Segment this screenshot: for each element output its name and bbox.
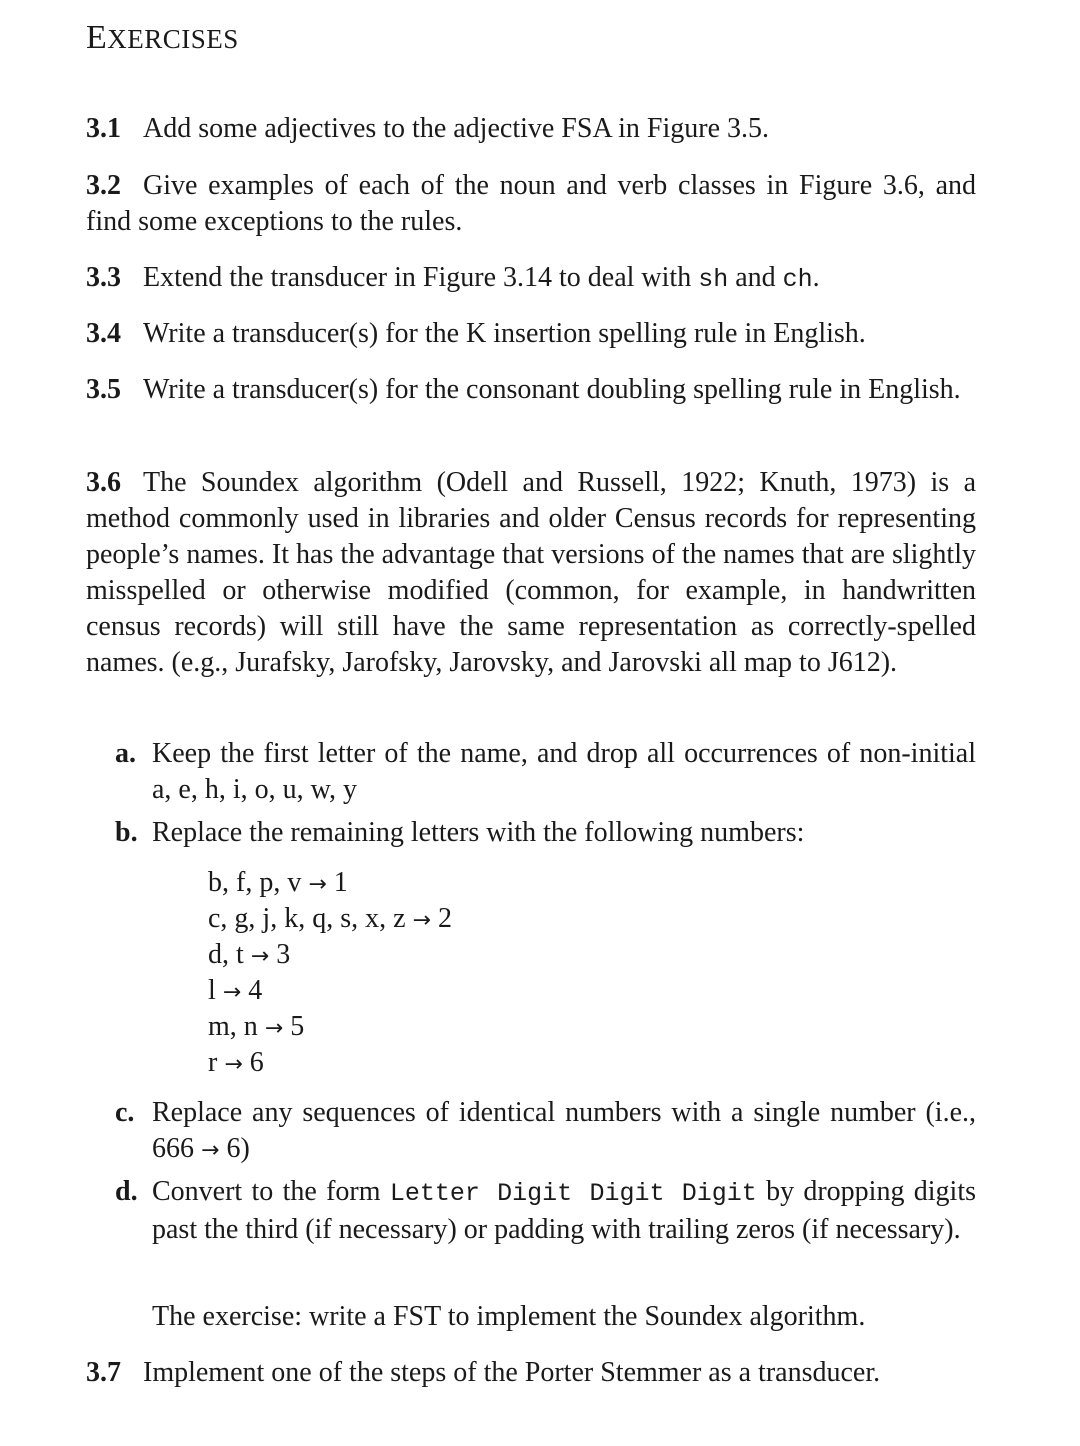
mapping-row — [208, 1009, 304, 1047]
step-d — [115, 1174, 976, 1248]
mapping-digit: 3 — [276, 939, 291, 970]
exercise-text: Write a transducer(s) for the K insertion spelling rule in English. — [143, 318, 866, 349]
step-a — [115, 736, 976, 808]
step-b — [115, 815, 976, 851]
mapping-row — [208, 937, 290, 975]
exercise-3-4 — [86, 316, 976, 352]
mapping-digit: 2 — [437, 903, 452, 934]
step-text: Replace the remaining letters with the following numbers: — [152, 817, 805, 848]
step-label: b. — [115, 817, 138, 848]
mapping-letters: b, f, p, v — [208, 867, 302, 898]
exercise-text: Implement one of the steps of the Porter Stemmer as a transducer. — [143, 1357, 881, 1388]
mapping-row — [208, 901, 452, 939]
mapping-digit: 1 — [333, 867, 348, 898]
step-label: c. — [115, 1097, 135, 1128]
mapping-row — [208, 865, 348, 903]
code-sh: sh — [698, 265, 729, 294]
exercise-text: and — [728, 262, 783, 293]
heading-first-letter: E — [86, 19, 108, 56]
step-text: Replace any sequences of identical numbers with a single number (i.e., 666 — [152, 1097, 976, 1164]
mapping-letters: d, t — [208, 939, 244, 970]
exercise-number: 3.7 — [86, 1357, 121, 1388]
exercise-number: 3.1 — [86, 113, 121, 144]
arrow-icon: → — [308, 872, 327, 897]
exercise-3-5 — [86, 372, 976, 408]
mapping-row — [208, 973, 262, 1011]
mapping-letters: l — [208, 975, 216, 1006]
mapping-digit: 6 — [249, 1047, 264, 1078]
exercise-3-6 — [86, 465, 976, 681]
exercise-number: 3.2 — [86, 170, 121, 201]
step-text: by dropping digits past the third (if necessary) or padding with trailing zeros (if necessary). — [152, 1176, 976, 1245]
mapping-letters: c, g, j, k, q, s, x, z — [208, 903, 406, 934]
exercise-number: 3.4 — [86, 318, 121, 349]
step-label: a. — [115, 738, 136, 769]
exercise-text: The Soundex algorithm (Odell and Russell, 1922; Knuth, 1973) is a method commonly used in libraries and older Census records for representing people’s names. It has the advantage that versions of the names that are slightly misspelled or otherwise modified (common, for example, in handwritten census records) will still have the same representation as correctly-spelled names. (e.g., Jurafsky, Jarofsky, Jarovsky, and Jarovski all map to J612). — [86, 467, 976, 678]
section-heading — [86, 18, 239, 59]
mapping-letters: r — [208, 1047, 218, 1078]
exercise-number: 3.5 — [86, 374, 121, 405]
code-format: Letter Digit Digit Digit — [389, 1179, 757, 1208]
exercise-text: . — [812, 262, 820, 293]
exercise-text: Write a transducer(s) for the consonant doubling spelling rule in English. — [143, 374, 961, 405]
step-c — [115, 1095, 976, 1169]
step-label: d. — [115, 1176, 138, 1207]
step-text: 6) — [219, 1133, 250, 1164]
exercise-text: Give examples of each of the noun and verb classes in Figure 3.6, and find some exceptions to the rules. — [86, 170, 976, 237]
arrow-icon: → — [264, 1016, 284, 1041]
arrow-icon: → — [250, 944, 270, 969]
mapping-digit: 4 — [248, 975, 263, 1006]
mapping-digit: 5 — [290, 1011, 305, 1042]
exercise-text: Add some adjectives to the adjective FSA in Figure 3.5. — [143, 113, 770, 144]
arrow-icon: → — [224, 1052, 243, 1077]
code-ch: ch — [782, 265, 813, 294]
arrow-icon: → — [201, 1138, 220, 1163]
exercise-number: 3.3 — [86, 262, 121, 293]
step-text: Convert to the form — [152, 1176, 390, 1207]
mapping-letters: m, n — [208, 1011, 258, 1042]
exercise-3-3 — [86, 260, 976, 298]
closing-text: The exercise: write a FST to implement the Soundex algorithm. — [152, 1301, 866, 1332]
arrow-icon: → — [412, 908, 431, 933]
exercise-3-7 — [86, 1355, 976, 1391]
exercise-number: 3.6 — [86, 467, 121, 498]
heading-rest: XERCISES — [107, 24, 239, 54]
arrow-icon: → — [222, 980, 242, 1005]
exercise-3-2 — [86, 168, 976, 240]
mapping-row — [208, 1045, 264, 1083]
exercise-text: Extend the transducer in Figure 3.14 to deal with — [143, 262, 699, 293]
step-text: Keep the first letter of the name, and drop all occurrences of non-initial a, e, h, i, o, u, w, y — [152, 738, 976, 805]
exercise-3-1 — [86, 111, 976, 147]
